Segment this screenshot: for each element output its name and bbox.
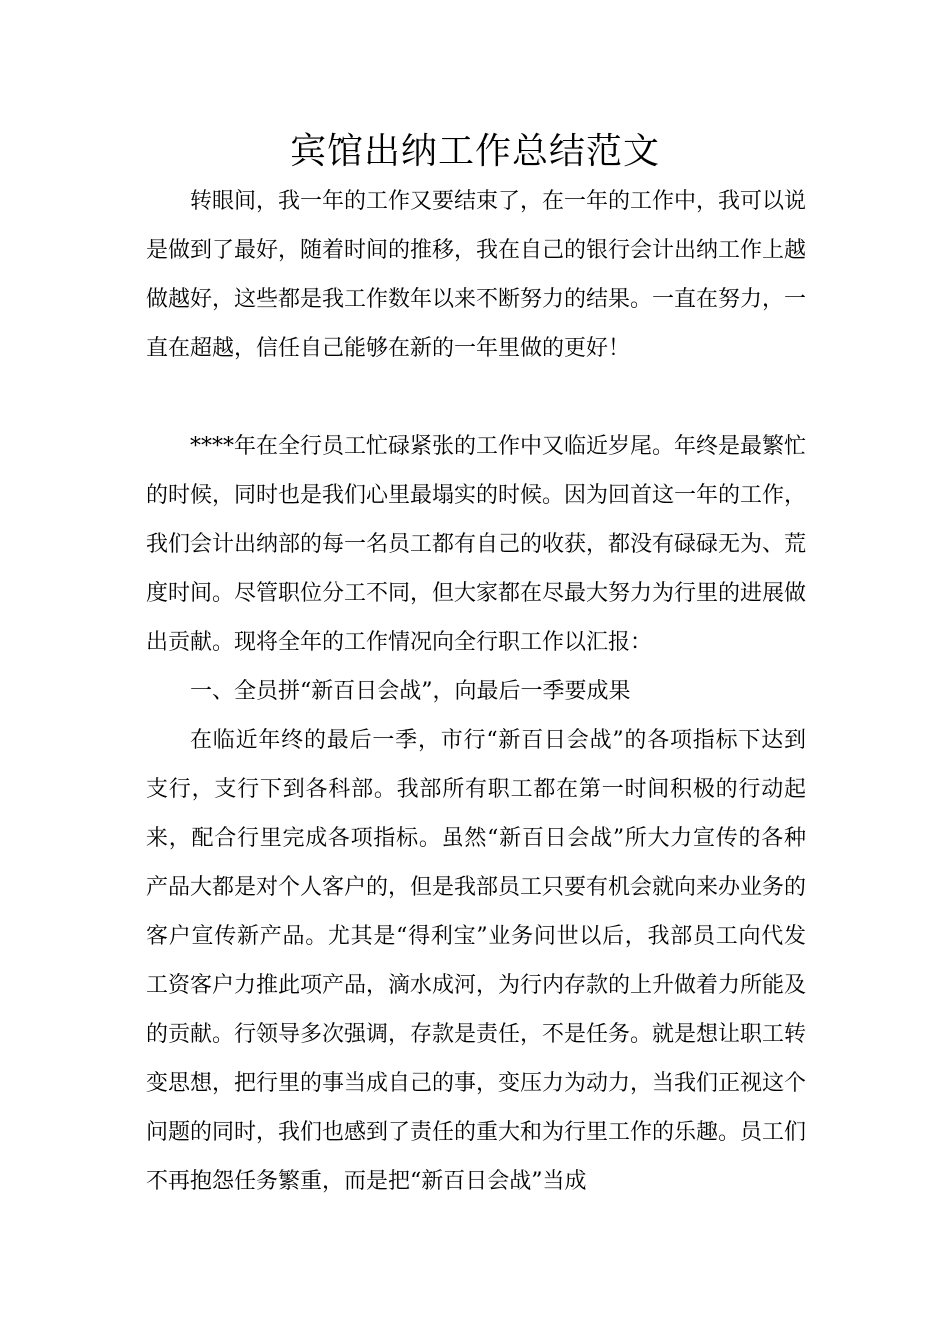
paragraph-section-1: 在临近年终的最后一季，市行“新百日会战”的各项指标下达到支行，支行下到各科部。我部所有职工都在第一时间积极的行动起来，配合行里完成各项指标。虽然“新百日会战”所大力宣传的各种产品大都是对个人客户的，但是我部员工只要有机会就向来办业务的客户宣传新产品。尤其是“得利宝”业务问世以后，我部员工向代发工资客户力推此项产品，滴水成河，为行内存款的上升做着力所能及的贡献。行领导多次强调，存款是责任，不是任务。就是想让职工转变思想，把行里的事当成自己的事，变压力为动力，当我们正视这个问题的同时，我们也感到了责任的重大和为行里工作的乐趣。员工们不再抱怨任务繁重，而是把“新百日会战”当成 <box>146 728 807 1194</box>
document-body <box>146 177 806 1206</box>
document-title: 宾馆出纳工作总结范文 <box>289 131 660 172</box>
blank-line <box>146 373 806 422</box>
section-heading-1: 一、全员拼“新百日会战”，向最后一季要成果 <box>190 679 631 704</box>
paragraph-intro: 转眼间，我一年的工作又要结束了，在一年的工作中，我可以说是做到了最好，随着时间的推移，我在自己的银行会计出纳工作上越做越好，这些都是我工作数年以来不断努力的结果。一直在努力，一直在超越，信任自己能够在新的一年里做的更好！ <box>146 189 807 361</box>
paragraph-summary: ****年在全行员工忙碌紧张的工作中又临近岁尾。年终是最繁忙的时候，同时也是我们心里最塌实的时候。因为回首这一年的工作，我们会计出纳部的每一名员工都有自己的收获，都没有碌碌无为、荒度时间。尽管职位分工不同，但大家都在尽最大努力为行里的进展做出贡献。现将全年的工作情况向全行职工作以汇报： <box>146 434 807 655</box>
